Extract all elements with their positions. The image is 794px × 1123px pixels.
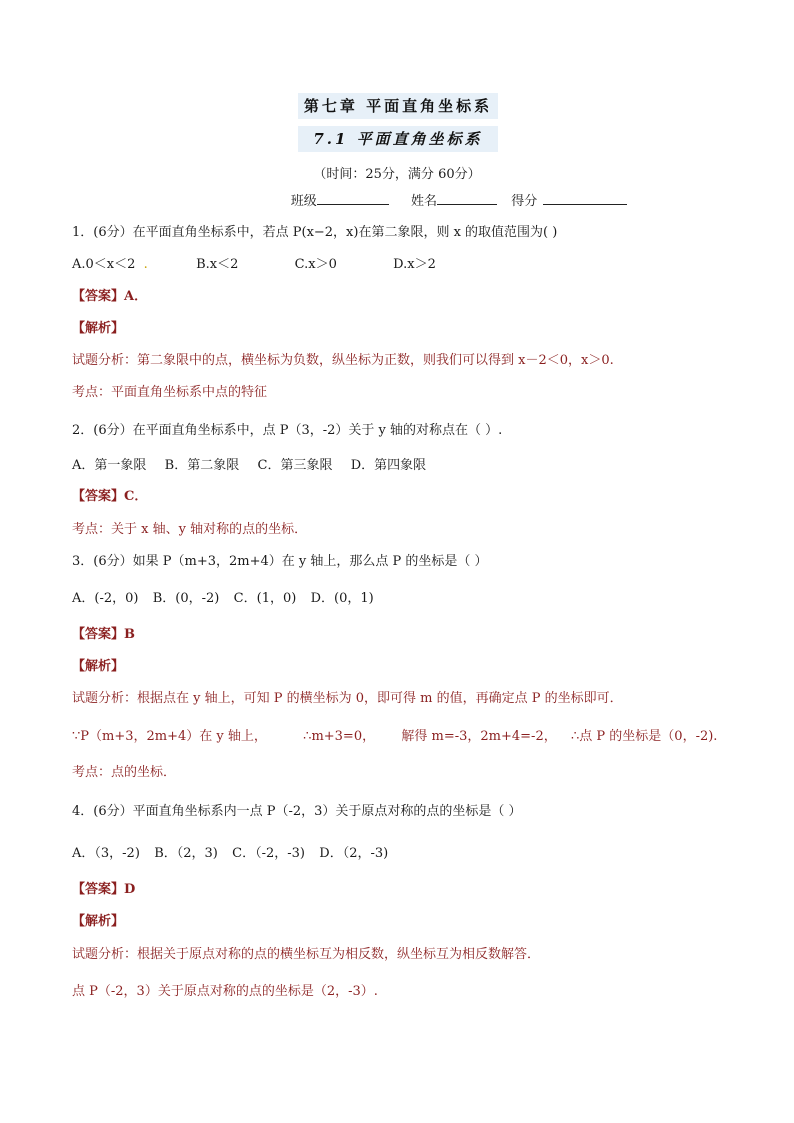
q3-work-step-3: 解得 m=-3，2m+4=-2， — [401, 729, 557, 744]
q1-option-a: A.0＜x＜2 — [72, 257, 136, 272]
class-blank[interactable] — [317, 192, 389, 205]
q1-answer: 【答案】A． — [72, 289, 148, 304]
q3-work-step-4: ∴点 P 的坐标是（0，-2). — [571, 729, 718, 744]
q1-analysis-label: 【解析】 — [72, 321, 125, 336]
q4-option-c: C．（-2，-3) — [232, 846, 305, 861]
q3-analysis: 试题分析：根据点在 y 轴上，可知 P 的横坐标为 0，即可得 m 的值，再确定点 P 的坐标即可． — [72, 691, 623, 706]
q4-stem: 4．(6分）平面直角坐标系内一点 P（-2，3）关于原点对称的点的坐标是（ ） — [72, 804, 522, 819]
q4-option-d: D．（2，-3) — [319, 846, 389, 861]
q2-option-c: C．第三象限 — [257, 458, 333, 473]
q1-kaodian: 考点：平面直角坐标系中点的特征 — [72, 385, 268, 400]
q2-options — [72, 457, 426, 475]
q1-option-d: D.x＞2 — [393, 257, 436, 272]
q3-option-a: A．(-2，0) — [72, 591, 139, 606]
q2-option-a: A．第一象限 — [72, 458, 147, 473]
q4-answer: 【答案】D — [72, 882, 136, 897]
q4-result: 点 P（-2，3）关于原点对称的点的坐标是（2，-3）. — [72, 984, 378, 999]
q1-option-c: C.x＞0 — [294, 257, 337, 272]
score-blank[interactable] — [543, 192, 627, 205]
q3-stem: 3．(6分）如果 P（m+3，2m+4）在 y 轴上，那么点 P 的坐标是（ ） — [72, 554, 488, 569]
q4-analysis-label: 【解析】 — [72, 914, 125, 929]
q3-answer: 【答案】B — [72, 627, 135, 642]
q4-analysis: 试题分析：根据关于原点对称的点的横坐标互为相反数，纵坐标互为相反数解答． — [72, 947, 541, 962]
name-label: 姓名 — [410, 194, 437, 209]
q2-kaodian: 考点：关于 x 轴、y 轴对称的点的坐标． — [72, 522, 308, 537]
time-info: （时间：25分，满分 60分） — [313, 167, 481, 182]
section-title: 7.1 平面直角坐标系 — [298, 126, 498, 152]
q1-option-b: B.x＜2 — [196, 257, 239, 272]
q3-option-b: B．(0，-2) — [152, 591, 220, 606]
name-blank[interactable] — [437, 192, 497, 205]
q4-option-a: A．（3，-2) — [72, 846, 140, 861]
student-info-row — [62, 190, 794, 209]
q3-option-d: D．(0，1) — [310, 591, 374, 606]
q1-options — [72, 256, 436, 274]
q3-work — [72, 728, 717, 746]
score-label: 得分 — [511, 194, 538, 209]
q1-stem: 1．(6分）在平面直角坐标系中，若点 P(x−2，x)在第二象限，则 x 的取值范围为( ) — [72, 225, 558, 240]
q1-mark: . — [135, 257, 148, 272]
q4-options — [72, 845, 388, 863]
q2-option-b: B．第二象限 — [164, 458, 240, 473]
chapter-title: 第七章 平面直角坐标系 — [298, 93, 498, 119]
q2-stem: 2．(6分）在平面直角坐标系中，点 P（3，-2）关于 y 轴的对称点在（ ）. — [72, 423, 503, 438]
class-label: 班级 — [290, 194, 317, 209]
q3-options — [72, 590, 374, 608]
q4-option-b: B．（2，3) — [154, 846, 218, 861]
q3-work-step-1: ∵P（m+3，2m+4）在 y 轴上， — [72, 729, 267, 744]
q3-option-c: C．(1，0) — [233, 591, 297, 606]
q3-analysis-label: 【解析】 — [72, 659, 125, 674]
q3-kaodian: 考点：点的坐标． — [72, 765, 177, 780]
q1-analysis: 试题分析：第二象限中的点，横坐标为负数，纵坐标为正数，则我们可以得到 x－2＜0，x＞0. — [72, 353, 614, 368]
q3-work-step-2: ∴m+3=0， — [303, 729, 376, 744]
q2-answer: 【答案】C． — [72, 489, 148, 504]
q2-option-d: D．第四象限 — [350, 458, 427, 473]
